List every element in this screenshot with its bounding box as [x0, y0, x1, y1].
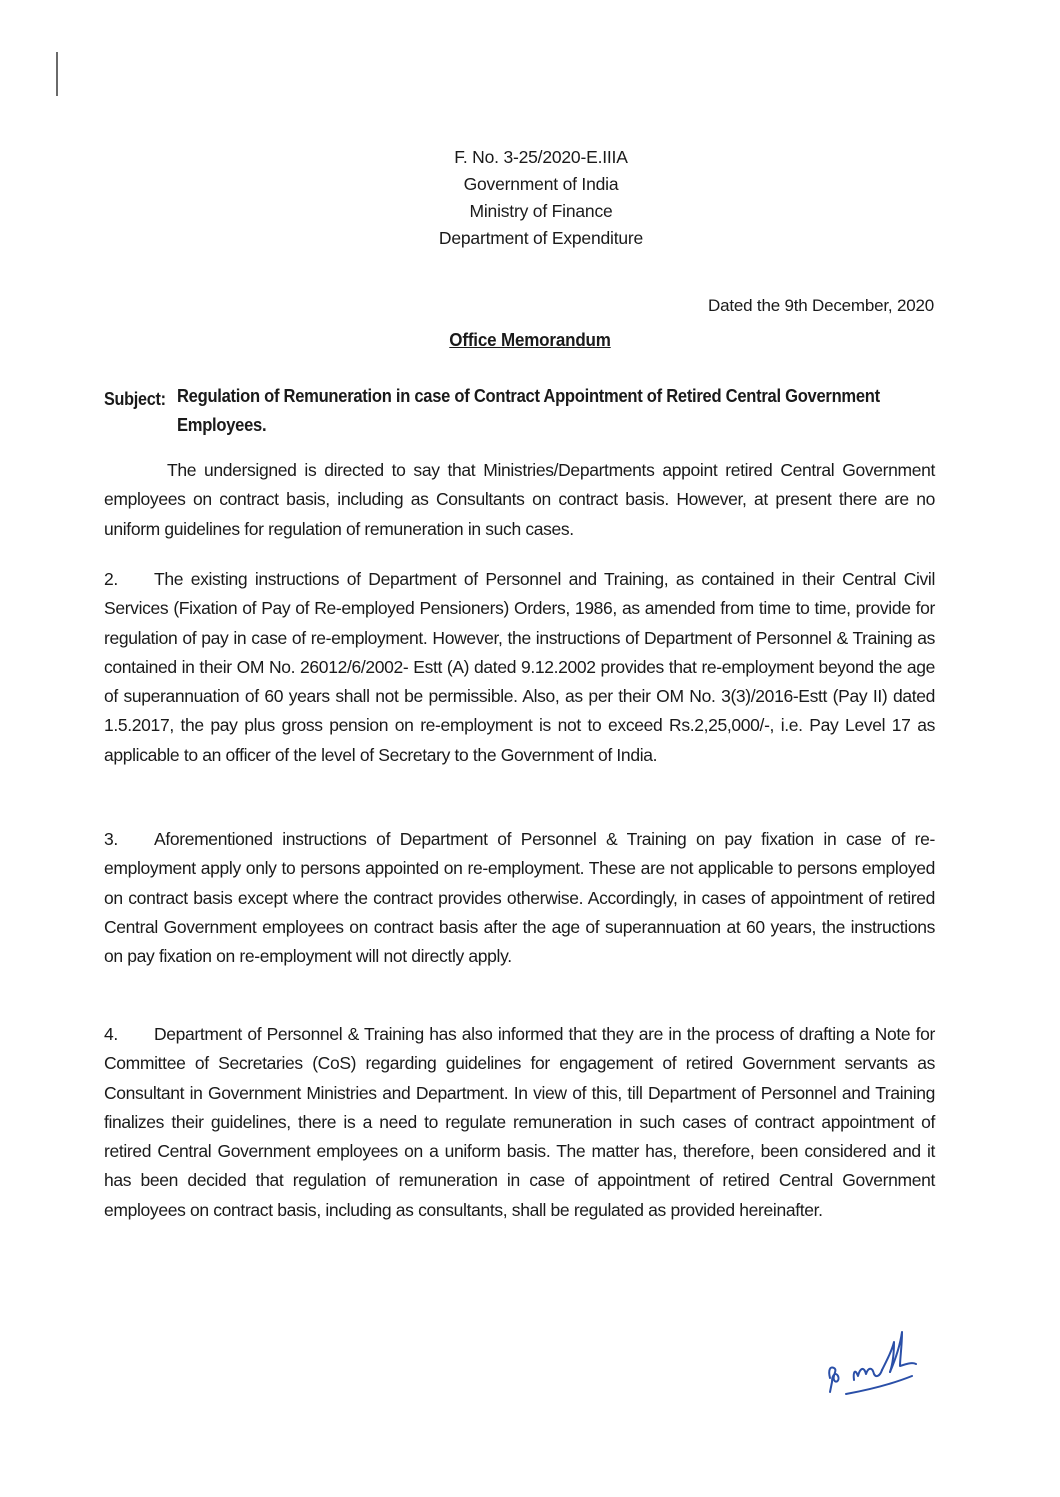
- paragraph-text: The undersigned is directed to say that Ministries/Departments appoint retired Central Government employees on contract basis, including as Consultants on contract basis. However, at present there are no uniform guidelines for regulation of remuneration in such cases.: [104, 460, 935, 539]
- paragraph-number: 2.: [104, 569, 118, 589]
- ministry-name: Ministry of Finance: [469, 201, 613, 221]
- signature-icon: [820, 1310, 960, 1400]
- subject: [104, 382, 939, 440]
- paragraph-3: [104, 825, 935, 971]
- document-header: [0, 144, 1060, 252]
- paragraph-text: The existing instructions of Department of Personnel and Training, as contained in their Central Civil Services (Fixation of Pay of Re-employed Pensioners) Orders, 1986, as amended from time to time, provide for regulation of pay in case of re-employment. However, the instructions of Department of Personnel & Training as contained in their OM No. 26012/6/2002- Estt (A) dated 9.12.2002 provides that re-employment beyond the age of superannuation of 60 years shall not be permissible. Also, as per their OM No. 3(3)/2016-Estt (Pay II) dated 1.5.2017, the pay plus gross pension on re-employment is not to exceed Rs.2,25,000/-, i.e. Pay Level 17 as applicable to an officer of the level of Secretary to the Government of India.: [104, 569, 935, 765]
- page-title: Office Memorandum: [449, 329, 611, 350]
- paragraph-number: 4.: [104, 1024, 118, 1044]
- government-name: Government of India: [463, 174, 619, 194]
- paragraph-1: [104, 456, 935, 544]
- subject-text: Regulation of Remuneration in case of Contract Appointment of Retired Central Government Employees.: [177, 386, 880, 435]
- paragraph-number: 3.: [104, 829, 118, 849]
- subject-label: Subject:: [104, 389, 166, 409]
- department-name: Department of Expenditure: [438, 228, 644, 248]
- date-line: Dated the 9th December, 2020: [708, 296, 934, 315]
- paragraph-4: [104, 1020, 935, 1225]
- margin-mark: [56, 52, 58, 96]
- paragraph-text: Department of Personnel & Training has also informed that they are in the process of drafting a Note for Committee of Secretaries (CoS) regarding guidelines for engagement of retired Government servants as Consultant in Government Ministries and Department. In view of this, till Department of Personnel and Training finalizes their guidelines, there is a need to regulate remuneration in such cases of contract appointment of retired Central Government employees on a uniform basis. The matter has, therefore, been considered and it has been decided that regulation of remuneration in case of appointment of retired Central Government employees on contract basis, including as consultants, shall be regulated as provided hereinafter.: [104, 1024, 935, 1220]
- paragraph-2: [104, 565, 935, 770]
- file-number: F. No. 3-25/2020-E.IIIA: [454, 147, 628, 167]
- paragraph-text: Aforementioned instructions of Department of Personnel & Training on pay fixation in case of re-employment apply only to persons appointed on re-employment. These are not applicable to persons employed on contract basis except where the contract provides otherwise. Accordingly, in cases of appointment of retired Central Government employees on contract basis after the age of superannuation at 60 years, the instructions on pay fixation on re-employment will not directly apply.: [104, 829, 935, 967]
